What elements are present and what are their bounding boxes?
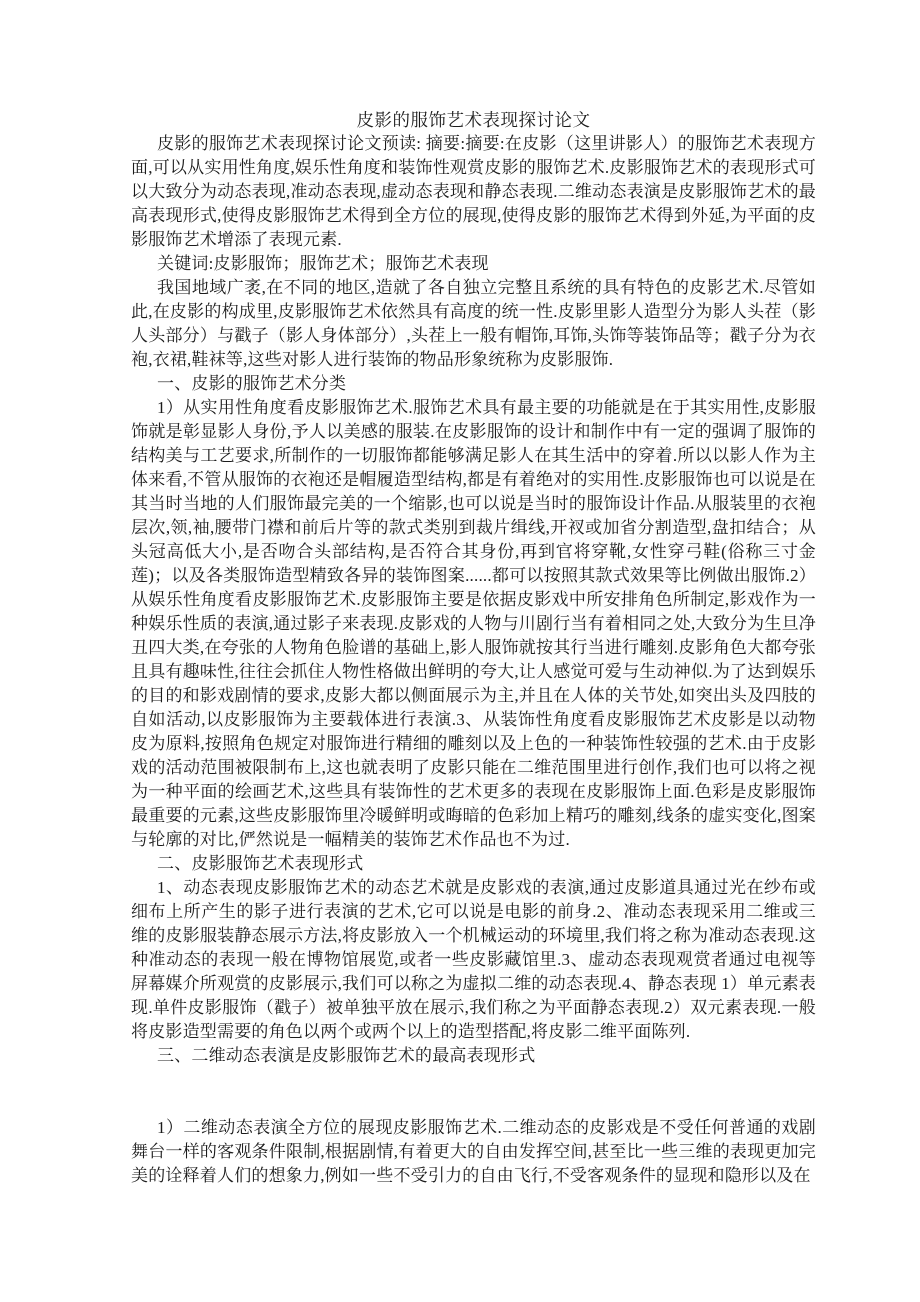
paragraph-keywords: 关键词:皮影服饰；服饰艺术；服饰艺术表现 <box>157 254 489 273</box>
paragraph-intro: 我国地域广袤,在不同的地区,造就了各自独立完整且系统的具有特色的皮影艺术.尽管如此,在皮影的构成里,皮影服饰艺术依然具有高度的统一性.皮影里影人造型分为影人头茬（影人头部分）与戳子（影人身体部分）,头茬上一般有帽饰,耳饰,头饰等装饰品等；戳子分为衣袍,衣裙,鞋袜等,这些对影人进行装饰的物品形象统称为皮影服饰. <box>131 278 816 369</box>
paragraph-section-3: 1）二维动态表演全方位的展现皮影服饰艺术.二维动态的皮影戏是不受任何普通的戏剧舞台一样的客观条件限制,根据剧情,有着更大的自由发挥空间,甚至比一些三维的表现更加完美的诠释着人们的想象力,例如一些不受引力的自由飞行,不受客观条件的显现和隐形以及在 <box>131 1118 816 1185</box>
paragraph-section-1: 1）从实用性角度看皮影服饰艺术.服饰艺术具有最主要的功能就是在于其实用性,皮影服饰就是彰显影人身份,予人以美感的服装.在皮影服饰的设计和制作中有一定的强调了服饰的结构美与工艺要求,所制作的一切服饰都能够满足影人在其生活中的穿着.所以以影人作为主体来看,不管从服饰的衣袍还是帽履造型结构,都是有着绝对的实用性.皮影服饰也可以说是在其当时当地的人们服饰最完美的一个缩影,也可以说是当时的服饰设计作品.从服装里的衣袍层次,领,袖,腰带门襟和前后片等的款式类别到裁片缉线,开衩或加省分割造型,盘扣结合；从头冠高低大小,是否吻合头部结构,是否符合其身份,再到官将穿靴,女性穿弓鞋(俗称三寸金莲)；以及各类服饰造型精致各异的装饰图案......都可以按照其款式效果等比例做出服饰.2）从娱乐性角度看皮影服饰艺术.皮影服饰主要是依据皮影戏中所安排角色所制定,影戏作为一种娱乐性质的表演,通过影子来表现.皮影戏的人物与川剧行当有着相同之处,大致分为生旦净丑四大类,在夸张的人物角色脸谱的基础上,影人服饰就按其行当进行雕刻.皮影角色大都夸张且具有趣味性,往往会抓住人物性格做出鲜明的夸大,让人感觉可爱与生动神似.为了达到娱乐的目的和影戏剧情的要求,皮影大都以侧面展示为主,并且在人体的关节处,如突出头及四肢的自如活动,以皮影服饰为主要载体进行表演.3、从装饰性角度看皮影服饰艺术皮影是以动物皮为原料,按照角色规定对服饰进行精细的雕刻以及上色的一种装饰性较强的艺术.由于皮影戏的活动范围被限制布上,这也就表明了皮影只能在二维范围里进行创作,我们也可以将之视为一种平面的绘画艺术,这些具有装饰性的艺术更多的表现在皮影服饰上面.色彩是皮影服饰最重要的元素,这些皮影服饰里冷暖鲜明或晦暗的色彩加上精巧的雕刻,线条的虚实变化,图案与轮廓的对比,俨然说是一幅精美的装饰艺术作品也不为过. <box>131 398 816 849</box>
section-heading-1: 一、皮影的服饰艺术分类 <box>157 374 347 393</box>
section-heading-3: 三、二维动态表演是皮影服饰艺术的最高表现形式 <box>157 1046 536 1065</box>
paragraph-abstract: 皮影的服饰艺术表现探讨论文预读: 摘要:摘要:在皮影（这里讲影人）的服饰艺术表现方面,可以从实用性角度,娱乐性角度和装饰性观赏皮影的服饰艺术.皮影服饰艺术的表现形式可以大致分为动态表现,准动态表现,虚动态表现和静态表现.二维动态表演是皮影服饰艺术的最高表现形式,使得皮影服饰艺术得到全方位的展现,使得皮影的服饰艺术得到外延,为平面的皮影服饰艺术增添了表现元素. <box>131 134 816 249</box>
document-title: 皮影的服饰艺术表现探讨论文 <box>356 110 591 130</box>
section-heading-2: 二、皮影服饰艺术表现形式 <box>157 854 364 873</box>
paragraph-section-2: 1、动态表现皮影服饰艺术的动态艺术就是皮影戏的表演,通过皮影道具通过光在纱布或细布上所产生的影子进行表演的艺术,它可以说是电影的前身.2、准动态表现采用二维或三维的皮影服装静态展示方法,将皮影放入一个机械运动的环境里,我们将之称为准动态表现.这种准动态的表现一般在博物馆展览,或者一些皮影藏馆里.3、虚动态表现观赏者通过电视等屏幕媒介所观赏的皮影展示,我们可以称之为虚拟二维的动态表现.4、静态表现 1）单元素表现.单件皮影服饰（戳子）被单独平放在展示,我们称之为平面静态表现.2）双元素表现.一般将皮影造型需要的角色以两个或两个以上的造型搭配,将皮影二维平面陈列. <box>131 878 816 1041</box>
